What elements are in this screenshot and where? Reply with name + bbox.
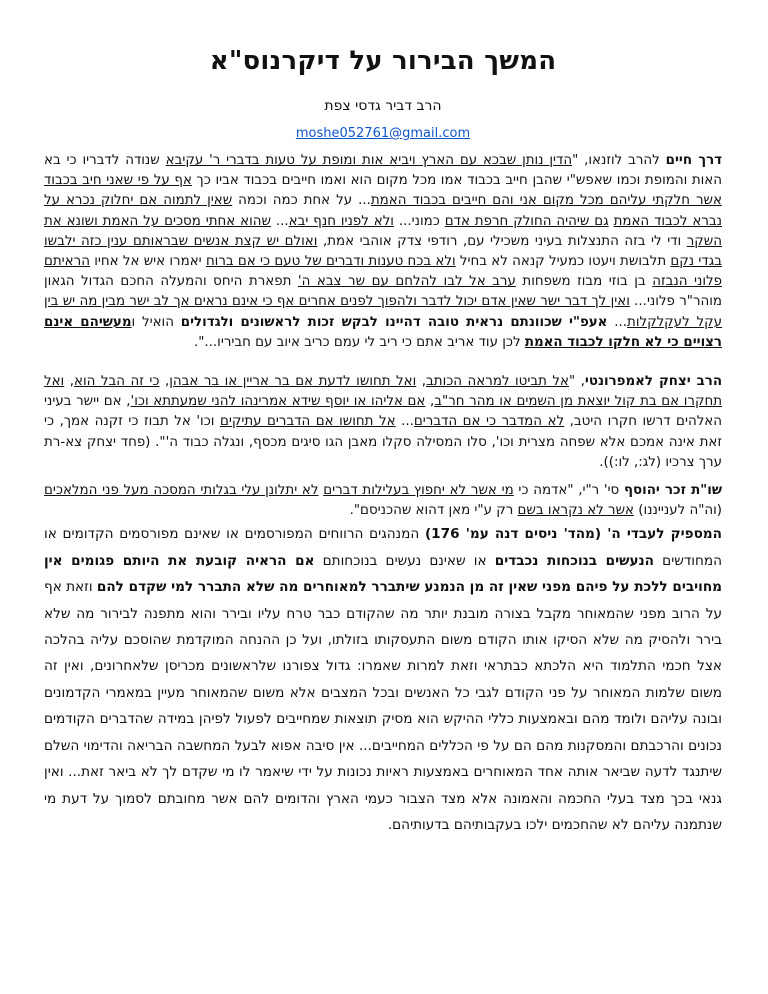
email-link[interactable]: moshe052761@gmail.com (295, 126, 471, 141)
source-name: דרך חיים (665, 153, 723, 168)
paragraph-zecher-yehosef: שו"ת זכר יהוסף סי' ר"י, "אדמה כי מי אשר לא יחפוץ בעלילות דברים לא יתלונן עלי בגלותי המסכה מעל פני המלאכים (וה"ה לענייננו) אשר לא נקראו בשם רק ע"י מאן דהוא שהכניסם". (44, 483, 722, 519)
source-name: המספיק לעבדי ה' (מהד' ניסים דנה עמ' 176) (424, 526, 722, 543)
source-name: הרב יצחק לאמפרונטי (584, 374, 723, 390)
paragraph-derech-chaim: דרך חיים להרב לוזנאו, "הדין נותן שבכא עם הארץ ויביא אות ומופת על טעות בדברי ר' עקיבא שנודה לדבריו כי בא האות והמופת וכמו שאפש"י שהבן חייב בכבוד אמו מכל מקום הוא ואמו חייבים בכבוד אביו כך אף על פי שאני חיב בכבוד אשר חלקתי עליהם מכל מקום אני והם חייבים בכבוד האמת... על אחת כמה וכמה שאין לתמוה אם יחלוק נכרא על נברא לכבוד האמת גם שיהיה החולק חרפת אדם כמוני... ולא לפניו חנף יבא... שהוא אחתי מסכים על האמת ושונא את השקר ודי לי בזה התנצלות בעיני משכילי עם, רודפי צדק אוהבי אמת, ואולם יש קצת אנשים שבראותם ענין כזה ילבשו בגדי נקם תלבושת ויעטו כמעיל קנאה לא בחיל ולא בכח טענות ודברים של טעם כי אם ברוח יאמרו איש אל אחיו הראיתם פלוני הנבזה בן בוזי מבוז משפחות ערב אל לבו להלחם עם שר צבא ה' תפארת היחס והמעלה החכם הגדול הגאון מוהר"ר פלוני... ואין לך דבר ישר שאין אדם יכול לדבר ולהפוך לפנים אחרים אף כי אינם נראים אך לב ישר מבין מה יש בין עקל לעקלקלות... אעפ"י שכוונתם נראית טובה דהיינו לבקש זכות לראשונים ולגדולים הואיל ומעשיהם אינם רצויים כי לא חלקו לכבוד האמת לכן עוד אריב אתם כי ריב לי עמם כריב איוב עם חביריו...". (44, 153, 723, 350)
source-name: שו"ת זכר יהוסף (623, 483, 722, 499)
email-line (44, 126, 722, 141)
paragraph-lampronti: הרב יצחק לאמפרונטי, "אל תביטו למראה הכותב, ואל תחושו לדעת אם בר אריין או בר אבהן, כי זה הבל הוא, ואל תחקרו אם בת קול יוצאת מן השמים או מהר חר"ב, אם אליהו או יוסף שידא אמרינהו להני שמעתתא וכו', אם יישר בעיני האלהים דרשו חקרו היטב, לא המדבר כי אם הדברים... אל תחושו אם הדברים עתיקים וכו' אל תבוז כי זקנה אמך, כי זאת אינה אמכם אלא שפחה מצרית וכו', סלו המסילה סקלו מאבן הגו סיגים מכסף, ונגלה כבוד ה'". (פחד יצחק צא-רת ערך צרכיו (לג:, לו:)). (44, 374, 723, 470)
author-line: הרב דביר גדסי צפת (324, 98, 442, 114)
paragraph-hamaspik: המספיק לעבדי ה' (מהד' ניסים דנה עמ' 176) המנהגים הרווחים המפורסמים או שאינם מפורסמים הקדומים או המחודשים הנעשים בנוכחות נכבדים או שאינם נעשים בנוכחותם אם הראיה קובעת את היותם פגומים אין מחויבים ללכת על פיהם מפני שאין זה מן הנמנע שיתברר למאוחרים מה שלא התברר למי שקדם להם וזאת אף על הרוב מפני שהמאוחר מקבל בצורה מובנת יותר מה שהקודם כבר טרח עליו ובירר והוא מתפנה לבירור מה שלא בירר ולהסיק מה שלא הסיקו אותו הקודם משום התעסקותו בזולתו, ועל כן ההנחה המוקדמת שהוסכם עליה בהלכה אצל חכמי התלמוד היא הלכתא כבתראי וזאת למרות שאמרו: גדול צפורנו שלראשונים מכריסן שלאחרונים, ואין זה משום שלמות המאוחר על פני הקודם לגבי כל האנשים ובכל המצבים אלא משום שהמאוחר מעיין במאמרי הקדמונים ובונה עליהם ולומד מהם ובאמצעות כללי ההיקש הוא מסיק תוצאות שמחייבים לפעול לפיהן במידה שהדברים הקודמים נכונים והרכבתם והמסקנות מהם הם על פי הכללים המחייבים... אין סיבה אפוא לבעל המחשבה הבריאה והדימוי השלם שיתנגד לדעה שביאר אותה אחד המאוחרים באמצעות ראיות נכונות על ידי שיאמר לו מי שקדם לך לא ביאר זאת... ואין גנאי בכך מצד בעלי החכמה והאמונה אלא מצד הצבור כעמי הארץ והדומים להם אשר מחובתם לסמוך על דעת מי שנתמנה עליהם לא שהחכמים ילכו בעקבותיהם בדעותיהם. (44, 526, 722, 833)
page-title: המשך הבירור על דיקרנוס"א (209, 46, 557, 76)
